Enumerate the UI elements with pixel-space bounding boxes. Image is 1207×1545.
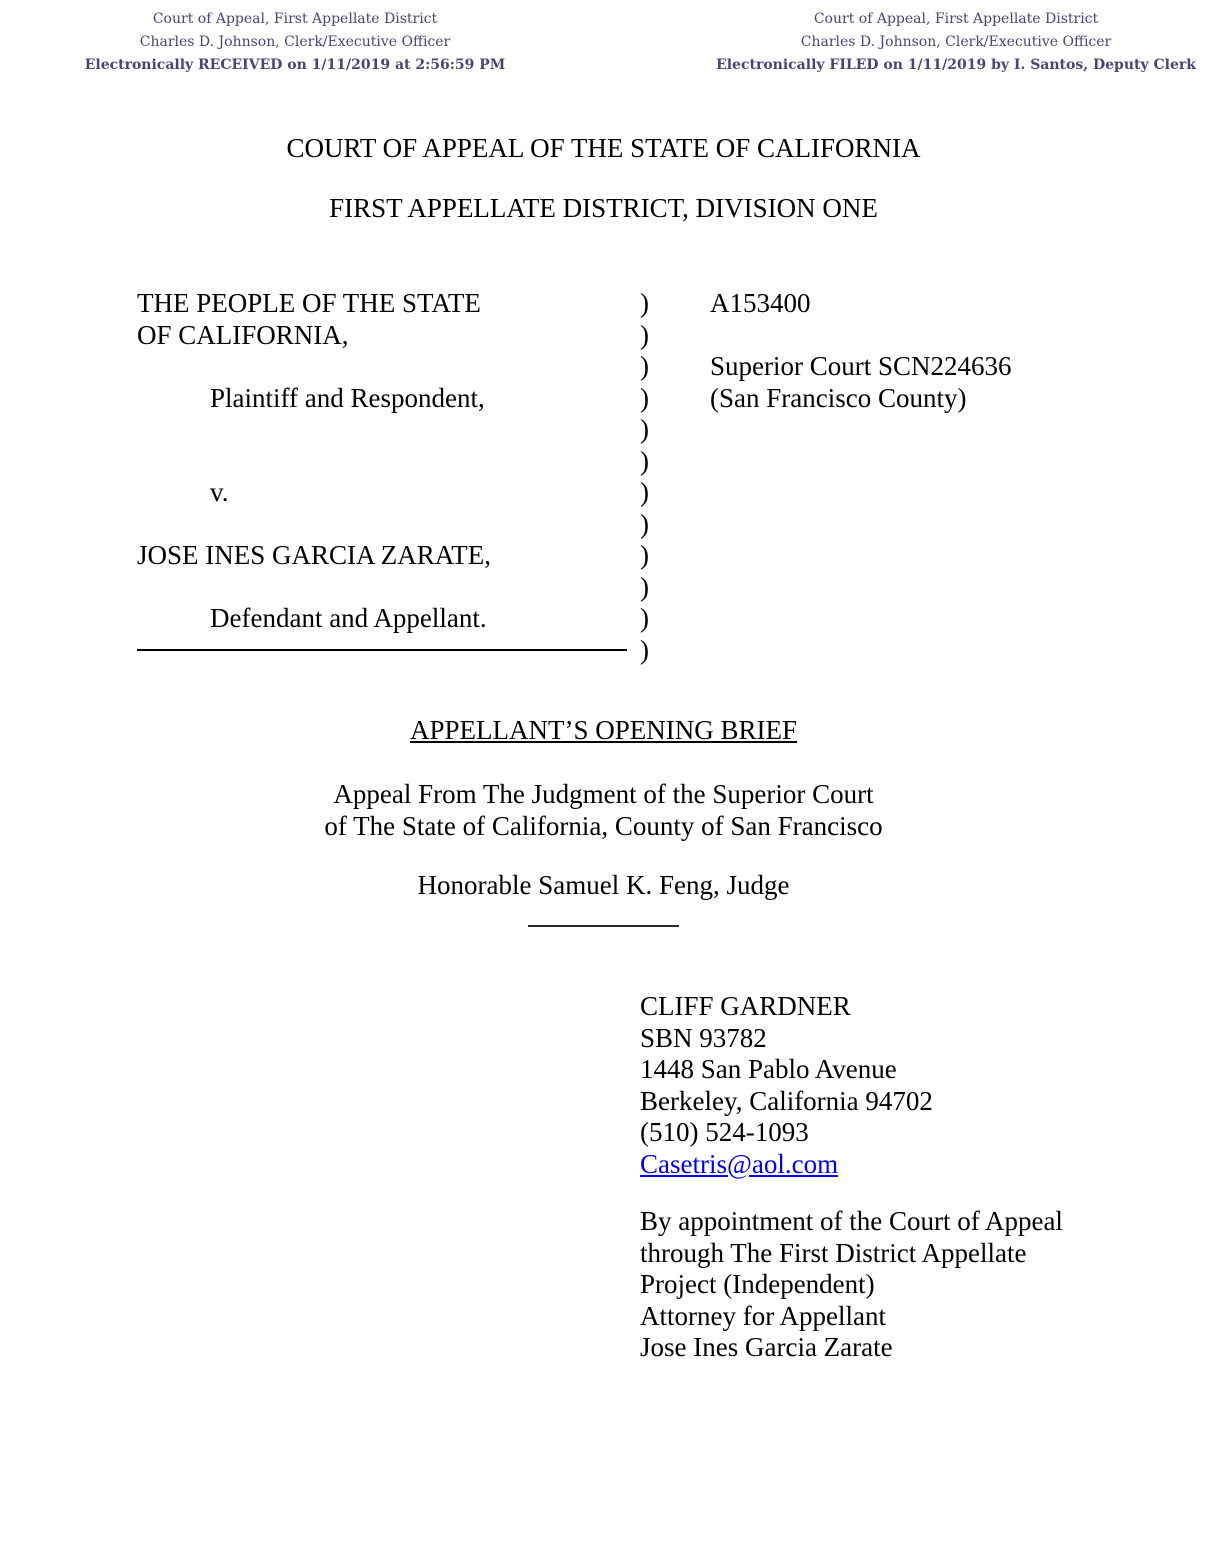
- caption-paren: ): [640, 319, 649, 350]
- court-title: COURT OF APPEAL OF THE STATE OF CALIFORNIA: [286, 133, 921, 163]
- counsel-phone: (510) 524-1093: [640, 1117, 809, 1147]
- district-title: FIRST APPELLATE DISTRICT, DIVISION ONE: [329, 193, 878, 223]
- defendant-designation: Defendant and Appellant.: [210, 603, 487, 633]
- party-plaintiff-name: THE PEOPLE OF THE STATE: [137, 288, 481, 318]
- caption-row: [137, 414, 1137, 446]
- caption-row: [137, 540, 1137, 572]
- appeal-source-line1: Appeal From The Judgment of the Superior Court: [333, 779, 874, 809]
- appointment-line1: By appointment of the Court of Appeal: [640, 1206, 1063, 1236]
- party-plaintiff-name-cont: OF CALIFORNIA,: [137, 319, 349, 350]
- appeal-source-line2: of The State of California, County of San Francisco: [324, 810, 883, 841]
- party-defendant-name: JOSE INES GARCIA ZARATE,: [137, 540, 492, 570]
- appointment-line3: Project (Independent): [640, 1269, 875, 1299]
- versus-abbreviation: v.: [210, 477, 229, 507]
- caption-paren: ): [640, 540, 649, 570]
- caption-row: [137, 509, 1137, 541]
- caption-paren: ): [640, 508, 649, 539]
- case-caption: [137, 288, 1137, 666]
- section-separator: [528, 925, 679, 927]
- caption-paren: ): [640, 351, 649, 381]
- counsel-city-address: Berkeley, California 94702: [640, 1085, 933, 1116]
- plaintiff-designation: Plaintiff and Respondent,: [210, 382, 485, 413]
- received-stamp-clerk: Charles D. Johnson, Clerk/Executive Officer: [139, 34, 451, 50]
- caption-row: [137, 446, 1137, 478]
- caption-rule: [137, 649, 627, 651]
- caption-paren: ): [640, 477, 649, 507]
- caption-row: [137, 320, 1137, 352]
- caption-paren: ): [640, 634, 649, 665]
- appeal-source: [0, 779, 1207, 842]
- counsel-email-link[interactable]: Casetris@aol.com: [640, 1148, 839, 1179]
- counsel-appointment-block: [640, 1206, 1063, 1364]
- counsel-name: CLIFF GARDNER: [640, 991, 851, 1021]
- caption-paren: ): [640, 288, 649, 318]
- received-stamp-date: Electronically RECEIVED on 1/11/2019 at 2:56:59 PM: [84, 57, 506, 73]
- counsel-contact-block: [640, 991, 933, 1180]
- caption-paren: ): [640, 571, 649, 602]
- caption-paren: ): [640, 414, 649, 444]
- counsel-street-address: 1448 San Pablo Avenue: [640, 1054, 897, 1084]
- counsel-sbn: SBN 93782: [640, 1022, 767, 1053]
- filed-stamp-date: Electronically FILED on 1/11/2019 by I. Santos, Deputy Clerk: [716, 57, 1196, 73]
- filed-stamp-clerk: Charles D. Johnson, Clerk/Executive Officer: [800, 34, 1112, 50]
- caption-row: [137, 288, 1137, 320]
- superior-court-county: (San Francisco County): [710, 382, 967, 413]
- appointment-line2: through The First District Appellate: [640, 1237, 1027, 1268]
- trial-judge: Honorable Samuel K. Feng, Judge: [417, 870, 790, 900]
- brief-title: APPELLANT’S OPENING BRIEF: [409, 715, 798, 745]
- caption-paren: ): [640, 445, 649, 476]
- filed-stamp: [713, 8, 1199, 77]
- superior-court-case-number: Superior Court SCN224636: [710, 351, 1012, 381]
- caption-paren: ): [640, 382, 649, 413]
- received-stamp-court: Court of Appeal, First Appellate District: [152, 11, 438, 27]
- caption-paren: ): [640, 603, 649, 633]
- caption-row: [137, 351, 1137, 383]
- filed-stamp-court: Court of Appeal, First Appellate District: [813, 11, 1099, 27]
- caption-row: [137, 572, 1137, 604]
- appellant-name: Jose Ines Garcia Zarate: [640, 1332, 893, 1362]
- received-stamp: [55, 8, 535, 77]
- caption-row: [137, 603, 1137, 635]
- appeal-case-number: A153400: [710, 288, 811, 318]
- attorney-for-appellant-label: Attorney for Appellant: [640, 1300, 886, 1331]
- caption-row: [137, 477, 1137, 509]
- caption-row: [137, 383, 1137, 415]
